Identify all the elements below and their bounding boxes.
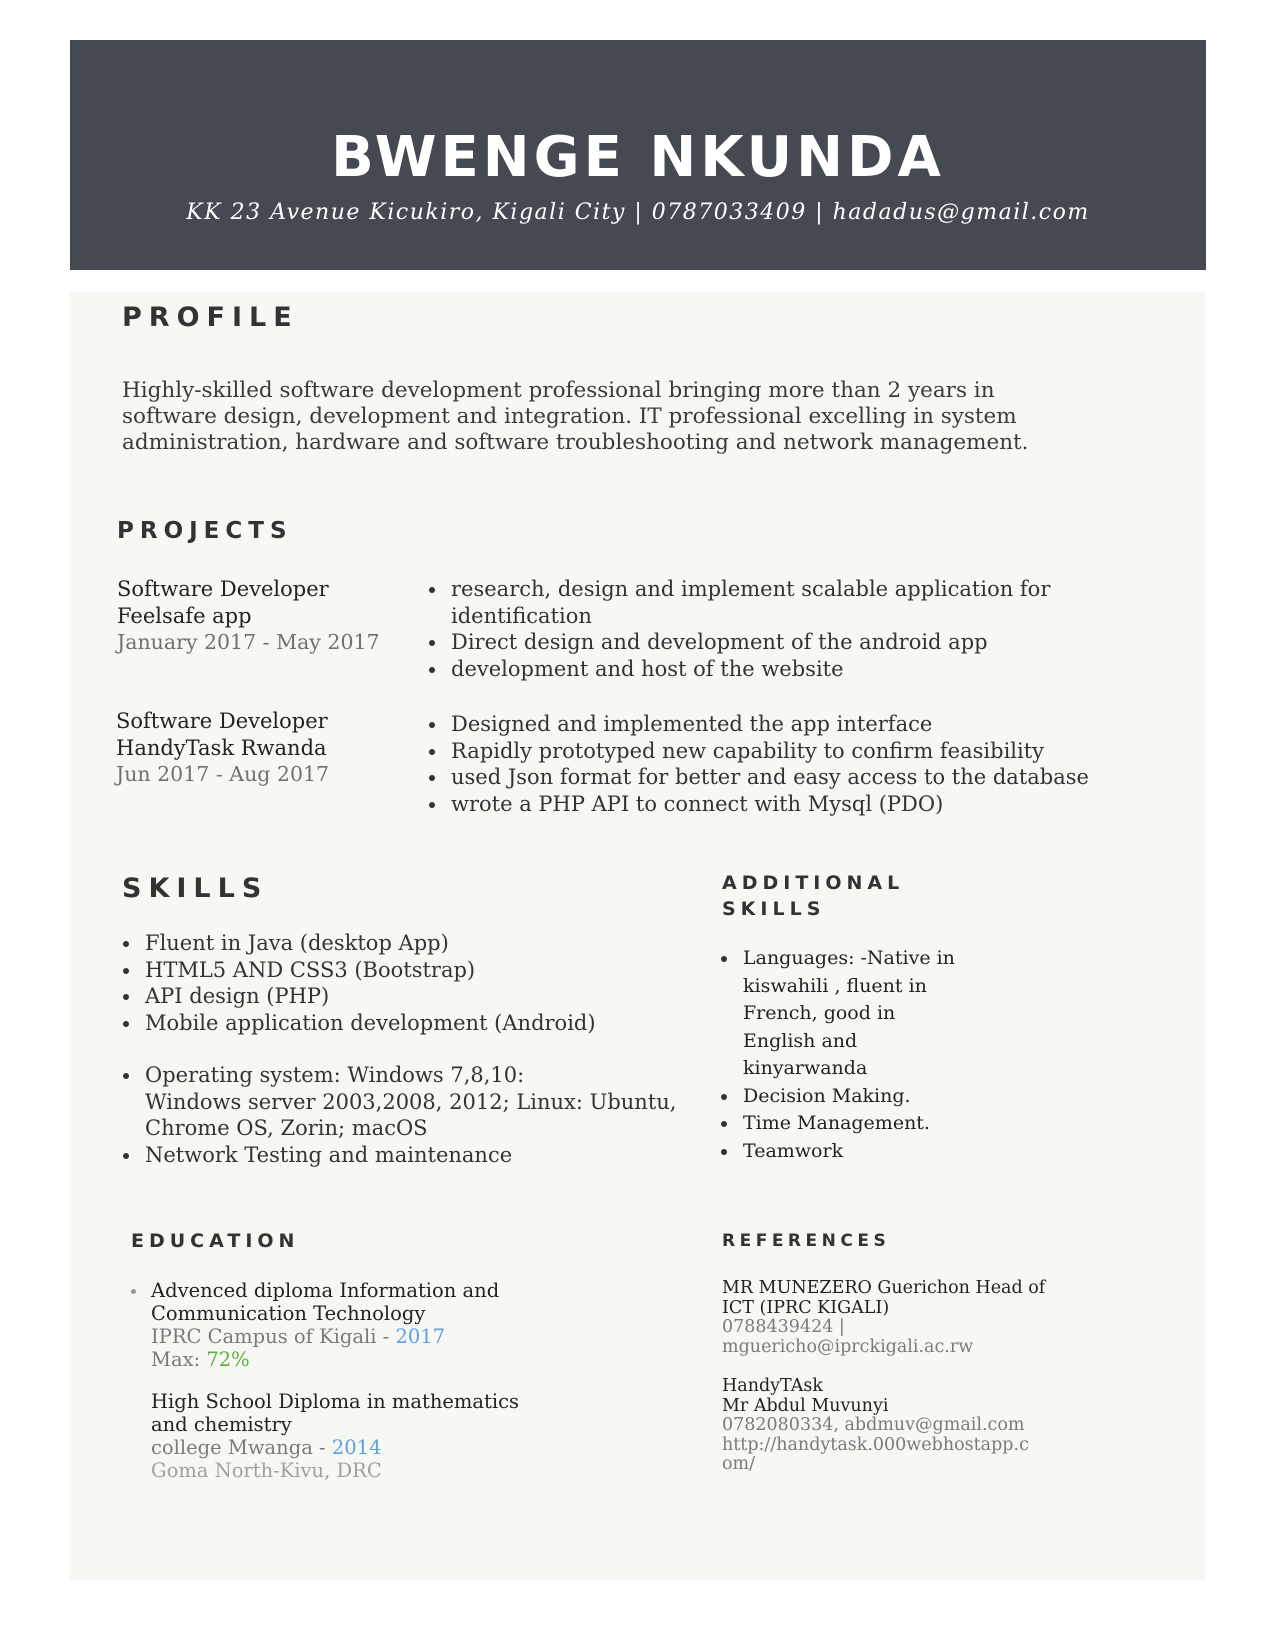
bullet-icon (721, 1121, 727, 1127)
list-item: used Json format for better and easy access to the database (425, 764, 1145, 791)
list-item: Mobile application development (Android) (119, 1010, 689, 1037)
bullet-icon (429, 640, 435, 646)
list-item: Rapidly prototyped new capability to confirm feasibility (425, 738, 1145, 765)
project-name: HandyTask Rwanda (116, 735, 327, 760)
profile-text (122, 378, 1122, 456)
education-title: Advenced diploma Information and (151, 1279, 500, 1302)
bullet-icon (123, 1153, 129, 1159)
reference-contact: 0782080334, abdmuv@gmail.com (722, 1415, 1025, 1435)
list-item: API design (PHP) (119, 983, 689, 1010)
header-banner (70, 40, 1206, 270)
list-item: Designed and implemented the app interface (425, 711, 1145, 738)
additional-skills-heading: ADDITIONAL SKILLS (722, 872, 905, 920)
project-role: Software Developer (116, 709, 328, 733)
bullet-icon (429, 722, 435, 728)
reference-org: ICT (IPRC KIGALI) (722, 1297, 890, 1318)
bullet-icon (123, 1021, 129, 1027)
list-item: Operating system: Windows 7,8,10: Windows server 2003,2008, 2012; Linux: Ubuntu, Chrome OS, Zorin; macOS (119, 1062, 689, 1142)
education-location: Goma North-Kivu, DRC (151, 1459, 382, 1482)
education-school: college Mwanga - (151, 1436, 332, 1459)
list-item: Time Management. (717, 1110, 977, 1138)
list-item: research, design and implement scalable application for identification (425, 576, 1125, 629)
education-grade-label: Max: (151, 1348, 207, 1371)
bullet-icon (123, 994, 129, 1000)
bullet-icon (721, 1094, 727, 1100)
profile-line: software design, development and integration. IT professional excelling in system (122, 404, 1017, 429)
list-item: Direct design and development of the android app (425, 629, 1125, 656)
education-heading: EDUCATION (131, 1230, 300, 1252)
education-title: High School Diploma in mathematics (151, 1390, 520, 1413)
education-title: and chemistry (151, 1413, 292, 1436)
education-school: IPRC Campus of Kigali - (151, 1325, 396, 1348)
list-item: development and host of the website (425, 656, 1125, 683)
reference-entry (722, 1279, 1052, 1357)
list-item: Languages: -Native in kiswahili , fluent in French, good in English and kinyarwanda (717, 945, 977, 1083)
bullet-icon (123, 1073, 129, 1079)
education-title: Communication Technology (151, 1302, 426, 1325)
projects-heading: PROJECTS (117, 518, 293, 544)
contact-line: KK 23 Avenue Kicukiro, Kigali City | 0787033409 | hadadus@gmail.com (186, 200, 1090, 225)
reference-email: mguericho@iprckigali.ac.rw (722, 1336, 974, 1357)
list-item: Fluent in Java (desktop App) (119, 930, 689, 957)
project-dates: January 2017 - May 2017 (117, 630, 380, 654)
education-year: 2017 (395, 1325, 446, 1348)
reference-name: MR MUNEZERO Guerichon Head of (722, 1278, 1046, 1298)
reference-name: Mr Abdul Muvunyi (722, 1395, 889, 1416)
bullet-icon (429, 775, 435, 781)
references-heading: REFERENCES (722, 1231, 891, 1251)
project-meta (116, 708, 416, 787)
bullet-icon (429, 802, 435, 808)
bullet-icon (123, 968, 129, 974)
reference-url: om/ (722, 1454, 756, 1474)
list-item: Teamwork (717, 1138, 977, 1166)
reference-org: HandyTAsk (722, 1376, 823, 1396)
profile-line: Highly-skilled software development professional bringing more than 2 years in (122, 378, 995, 403)
additional-skills-list (717, 945, 977, 1165)
bullet-icon (131, 1289, 136, 1294)
skills-list (119, 930, 689, 1168)
project-name: Feelsafe app (117, 603, 252, 628)
education-entry (151, 1279, 571, 1371)
bullet-icon (123, 941, 129, 947)
project-meta (117, 576, 417, 655)
list-item: wrote a PHP API to connect with Mysql (PDO) (425, 791, 1145, 818)
list-item: Decision Making. (717, 1083, 977, 1111)
project-bullets (425, 576, 1125, 682)
bullet-icon (721, 1149, 727, 1155)
education-grade: 72% (206, 1348, 250, 1371)
reference-entry (722, 1377, 1052, 1475)
skills-heading: SKILLS (122, 873, 269, 904)
profile-heading: PROFILE (122, 302, 299, 333)
bullet-icon (429, 587, 435, 593)
profile-line: administration, hardware and software troubleshooting and network management. (122, 430, 1029, 455)
list-item: HTML5 AND CSS3 (Bootstrap) (119, 957, 689, 984)
person-name: BWENGE NKUNDA (331, 125, 945, 190)
project-role: Software Developer (117, 577, 329, 601)
project-bullets (425, 711, 1145, 817)
project-dates: Jun 2017 - Aug 2017 (116, 762, 330, 786)
reference-phone: 0788439424 | (722, 1317, 845, 1337)
list-item: Network Testing and maintenance (119, 1142, 689, 1169)
bullet-icon (721, 956, 727, 962)
reference-url: http://handytask.000webhostapp.c (722, 1434, 1029, 1455)
bullet-icon (429, 749, 435, 755)
bullet-icon (429, 667, 435, 673)
education-entry (151, 1390, 571, 1482)
education-year: 2014 (331, 1436, 382, 1459)
